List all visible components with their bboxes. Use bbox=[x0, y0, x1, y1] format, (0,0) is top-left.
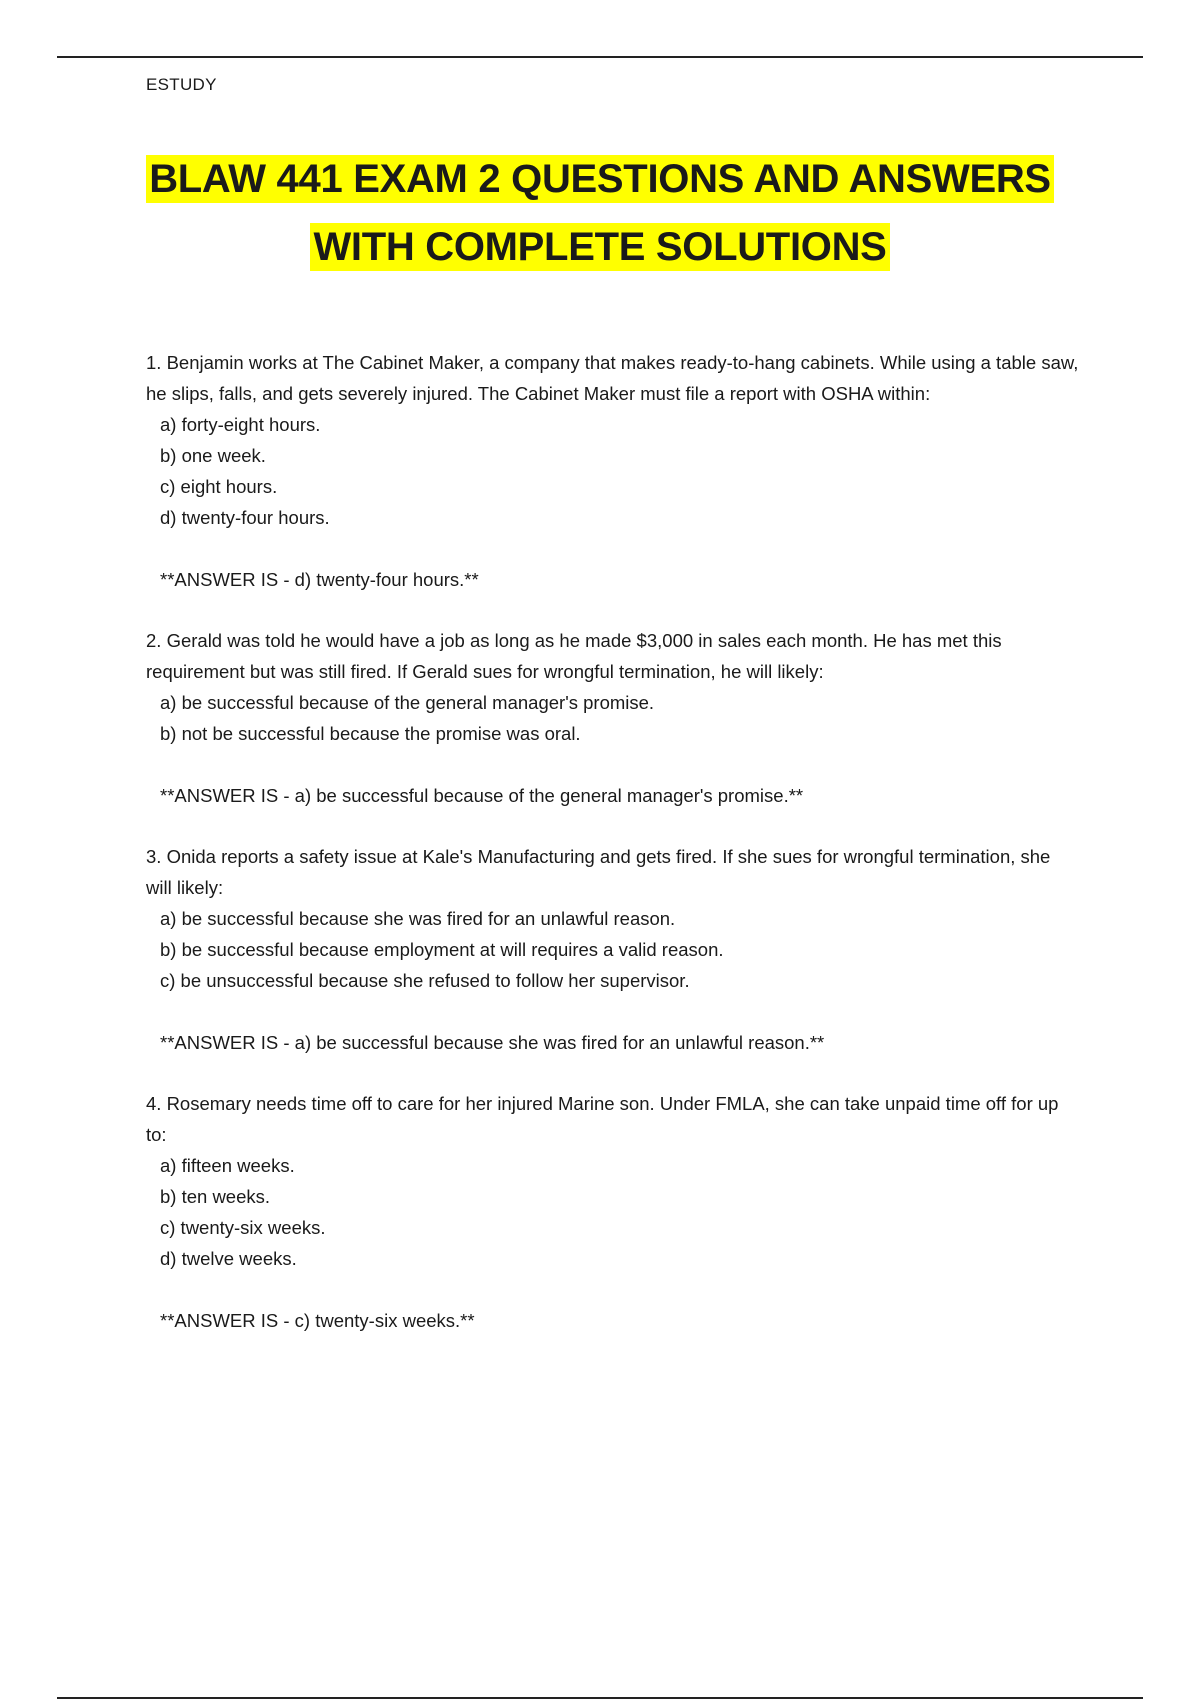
option-item: b) one week. bbox=[160, 445, 266, 466]
question-text: 4. Rosemary needs time off to care for her injured Marine son. Under FMLA, she can take unpaid time off for up to: bbox=[146, 1093, 1059, 1145]
option-item: a) forty-eight hours. bbox=[160, 414, 321, 435]
question-list bbox=[146, 347, 1081, 1366]
option-item: a) fifteen weeks. bbox=[160, 1155, 295, 1176]
option-item: c) be unsuccessful because she refused to follow her supervisor. bbox=[160, 970, 690, 991]
option-item: d) twenty-four hours. bbox=[160, 507, 330, 528]
question-text: 1. Benjamin works at The Cabinet Maker, a company that makes ready-to-hang cabinets. While using a table saw, he slips, falls, and gets severely injured. The Cabinet Maker must file a report with OSHA within: bbox=[146, 352, 1079, 404]
document-title bbox=[100, 145, 1100, 281]
option-item: a) be successful because she was fired for an unlawful reason. bbox=[160, 908, 676, 929]
answer-text: **ANSWER IS - d) twenty-four hours.** bbox=[160, 569, 479, 590]
question-text: 2. Gerald was told he would have a job as long as he made $3,000 in sales each month. He has met this requirement but was still fired. If Gerald sues for wrongful termination, he will likely: bbox=[146, 630, 1002, 682]
option-list bbox=[146, 903, 1081, 996]
option-item: c) eight hours. bbox=[160, 476, 278, 497]
answer-text: **ANSWER IS - a) be successful because of the general manager's promise.** bbox=[160, 785, 804, 806]
title-line-2: WITH COMPLETE SOLUTIONS bbox=[310, 223, 889, 271]
option-item: b) ten weeks. bbox=[160, 1186, 271, 1207]
option-item: a) be successful because of the general manager's promise. bbox=[160, 692, 655, 713]
page-top-rule bbox=[57, 56, 1143, 58]
option-item: b) be successful because employment at will requires a valid reason. bbox=[160, 939, 724, 960]
answer-text: **ANSWER IS - c) twenty-six weeks.** bbox=[160, 1310, 475, 1331]
question-text: 3. Onida reports a safety issue at Kale's Manufacturing and gets fired. If she sues for wrongful termination, she will likely: bbox=[146, 846, 1051, 898]
answer-text: **ANSWER IS - a) be successful because she was fired for an unlawful reason.** bbox=[160, 1032, 825, 1053]
question-block bbox=[146, 1088, 1081, 1336]
question-block bbox=[146, 625, 1081, 811]
question-block bbox=[146, 841, 1081, 1058]
title-line-1: BLAW 441 EXAM 2 QUESTIONS AND ANSWERS bbox=[146, 155, 1054, 203]
option-list bbox=[146, 1150, 1081, 1274]
option-item: d) twelve weeks. bbox=[160, 1248, 297, 1269]
option-list bbox=[146, 687, 1081, 749]
page-header-label: ESTUDY bbox=[146, 75, 217, 94]
option-item: b) not be successful because the promise was oral. bbox=[160, 723, 581, 744]
page-bottom-rule bbox=[57, 1697, 1143, 1699]
option-item: c) twenty-six weeks. bbox=[160, 1217, 326, 1238]
option-list bbox=[146, 409, 1081, 533]
question-block bbox=[146, 347, 1081, 595]
